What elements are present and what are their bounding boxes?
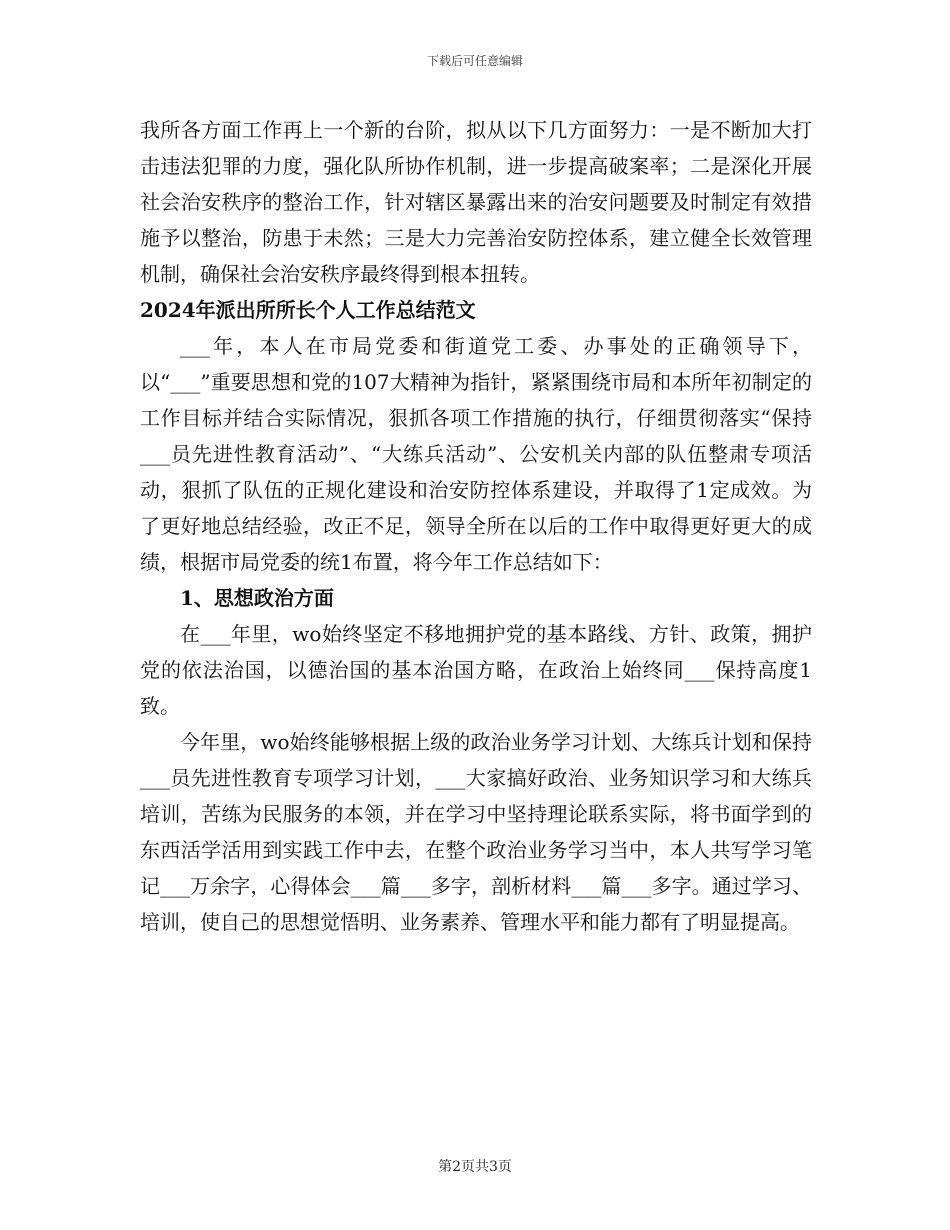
- section-heading-ideology: 1、思想政治方面: [180, 586, 334, 610]
- section-paragraph: 今年里，wo始终能够根据上级的政治业务学习计划、大练兵计划和保持___员先进性教育专项学习计划，___大家搞好政治、业务知识学习和大练兵培训，苦练为民服务的本领，并在学习中坚持理论联系实际，将书面学到的东西活学活用到实践工作中去，在整个政治业务学习当中，本人共写学习笔记___万余字，心得体会___篇___多字，剖析材料___篇___多字。通过学习、培训，使自己的思想觉悟明、业务素养、管理水平和能力都有了明显提高。: [140, 730, 812, 934]
- section-paragraph: 在___年里，wo始终坚定不移地拥护党的基本路线、方针、政策，拥护党的依法治国，以德治国的基本治国方略，在政治上始终同___保持高度1致。: [140, 622, 812, 718]
- document-body: [140, 112, 812, 940]
- document-title: 2024年派出所所长个人工作总结范文: [140, 298, 476, 322]
- intro-paragraph: ___年，本人在市局党委和街道党工委、办事处的正确领导下，以“___”重要思想和党的107大精神为指针，紧紧围绕市局和本所年初制定的工作目标并结合实际情况，狠抓各项工作措施的执行，仔细贯彻落实“保持___员先进性教育活动”、“大练兵活动”、公安机关内部的队伍整肃专项活动，狠抓了队伍的正规化建设和治安防控体系建设，并取得了1定成效。为了更好地总结经验，改正不足，领导全所在以后的工作中取得更好更大的成绩，根据市局党委的统1布置，将今年工作总结如下：: [140, 334, 812, 574]
- page-number: 第2页共3页: [438, 1159, 512, 1175]
- page-header: 下载后可任意编辑: [426, 54, 523, 68]
- continuation-paragraph: 我所各方面工作再上一个新的台阶，拟从以下几方面努力：一是不断加大打击违法犯罪的力度，强化队所协作机制，进一步提高破案率；二是深化开展社会治安秩序的整治工作，针对辖区暴露出来的治安问题要及时制定有效措施予以整治，防患于未然；三是大力完善治安防控体系，建立健全长效管理机制，确保社会治安秩序最终得到根本扭转。: [140, 118, 812, 286]
